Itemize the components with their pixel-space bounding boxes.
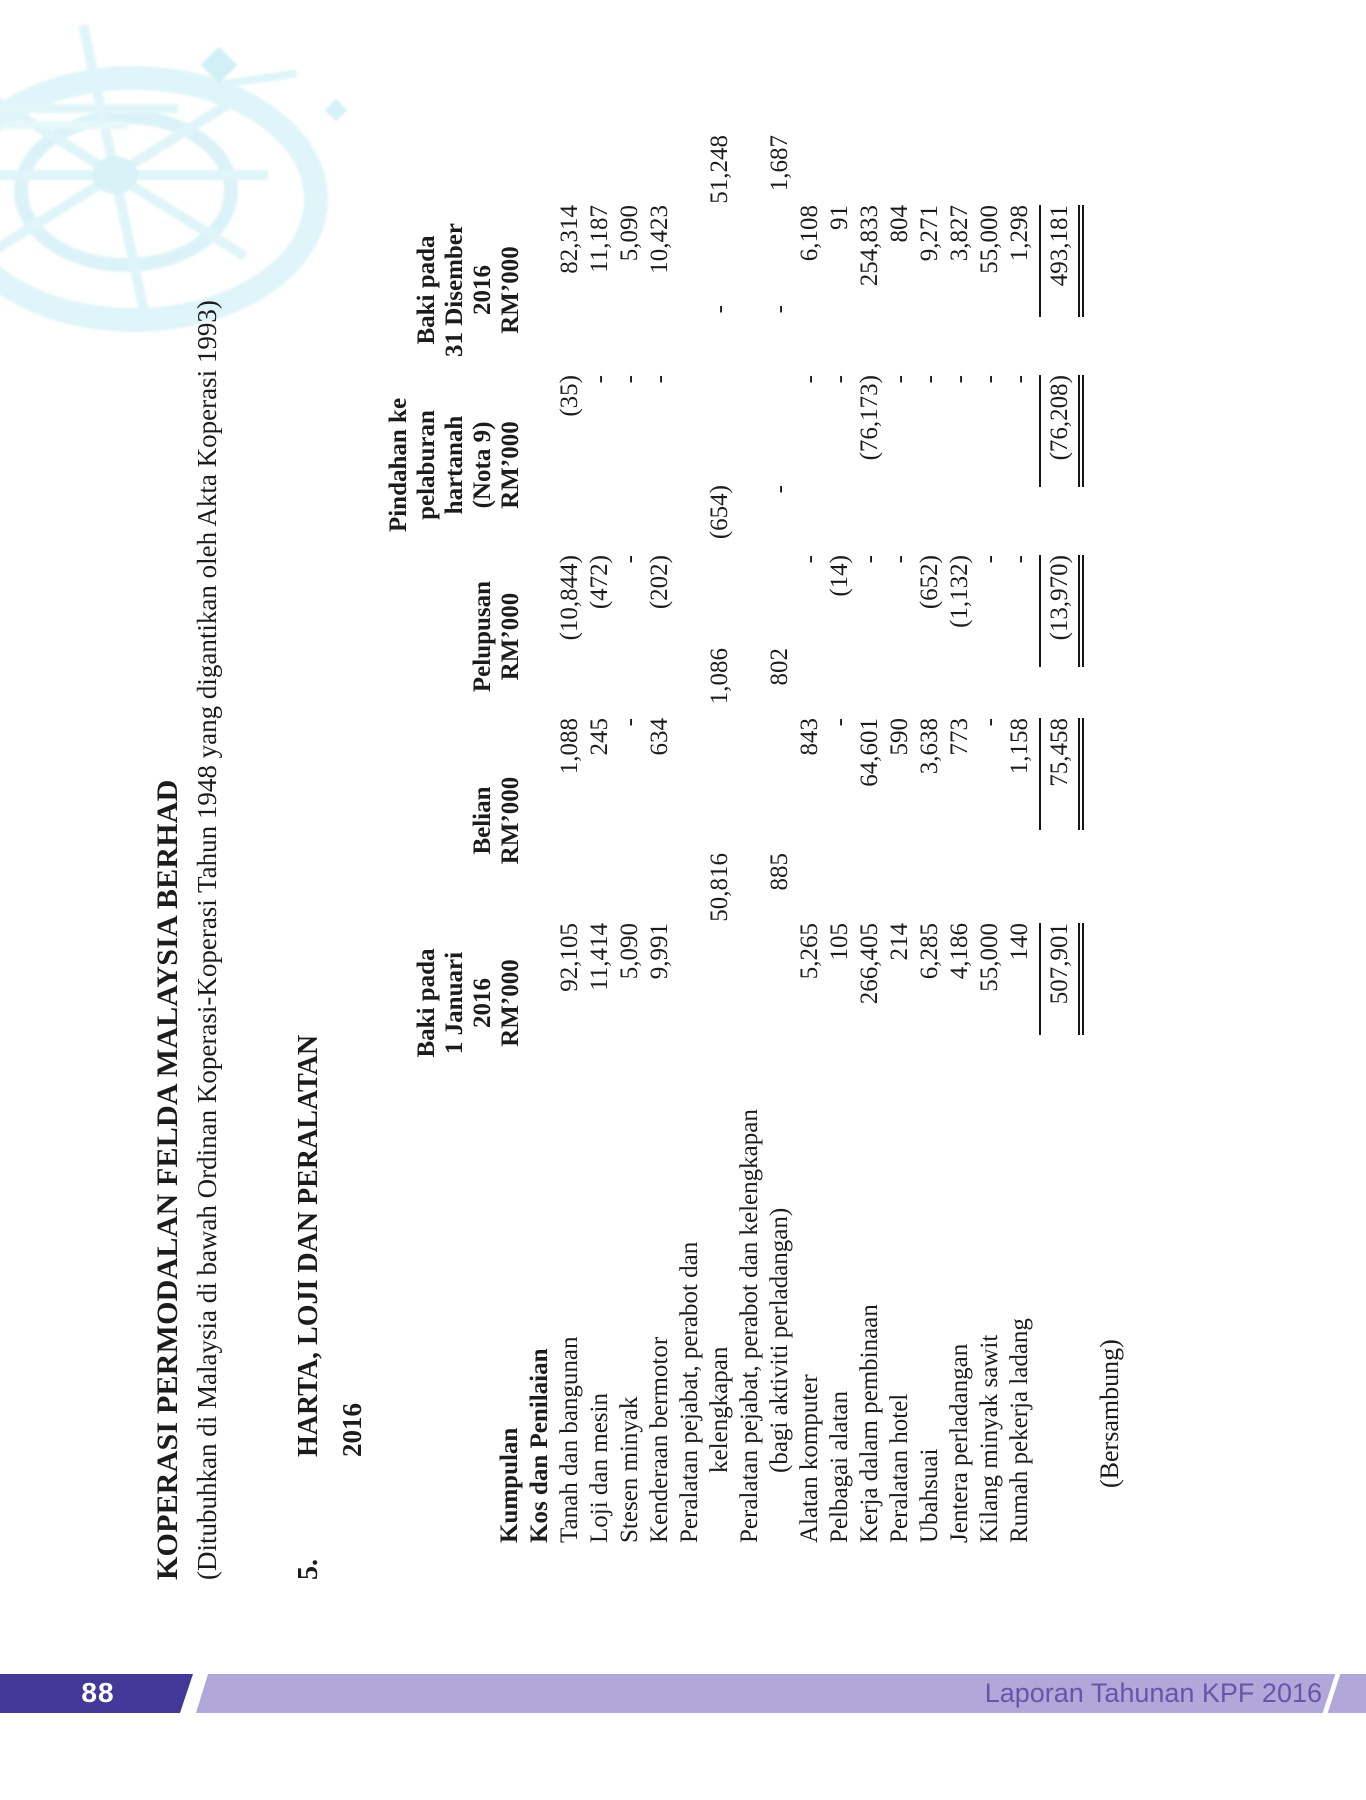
page-footer: [0, 1674, 1366, 1713]
cell-baki-disember: 3,827: [946, 205, 973, 262]
column-header-line: Pelupusan: [469, 580, 496, 693]
cell-baki-januari: 105: [826, 923, 853, 961]
row-label: Stesen minyak: [616, 1396, 643, 1543]
column-header-baki-1-januari: [413, 923, 525, 1083]
report-title-label: Laporan Tahunan KPF 2016: [984, 1678, 1322, 1708]
table-row: [795, 198, 825, 1543]
cell-baki-januari: [735, 923, 765, 1083]
cell-belian: 843: [796, 718, 823, 756]
column-header-line: RM’000: [497, 776, 524, 865]
cell-baki-januari: 266,405: [856, 923, 883, 1005]
total-value: (76,208): [1039, 375, 1084, 487]
section-heading: [293, 1035, 325, 1580]
watermark-hub-icon: [92, 156, 138, 194]
total-pindahan: [1039, 375, 1084, 555]
cell-belian: -: [826, 718, 853, 727]
total-baki-disember: [1039, 205, 1084, 375]
table-row: [525, 198, 555, 1543]
table-row: [645, 198, 675, 1543]
company-title: KOPERASI PERMODALAN FELDA MALAYSIA BERHAD: [151, 779, 184, 1580]
cell-baki-januari: 140: [1006, 923, 1033, 961]
cell-pelupusan: -: [886, 555, 913, 564]
cell-pindahan: (76,173): [856, 375, 883, 461]
cell-pindahan: -: [886, 375, 913, 384]
cell-pelupusan: -: [766, 485, 793, 494]
cell-belian: 1,088: [556, 718, 583, 775]
cell-belian: 590: [886, 718, 913, 756]
cell-belian: [525, 718, 555, 923]
row-label: Loji dan mesin: [586, 1393, 613, 1543]
cell-belian: 1,158: [1006, 718, 1033, 775]
cell-pindahan: [525, 375, 555, 555]
cell-baki-disember: 1,298: [1006, 205, 1033, 262]
cell-pindahan: -: [706, 305, 733, 314]
column-header-line: RM’000: [497, 592, 524, 681]
column-header-line: (Nota 9): [469, 421, 496, 509]
column-header-line: hartanah: [441, 415, 468, 515]
cell-baki-januari: 5,090: [616, 923, 643, 980]
table-row: [735, 198, 765, 1543]
cell-belian: 802: [766, 648, 793, 686]
column-header-belian: [469, 718, 525, 923]
column-header-pelupusan: [469, 555, 525, 718]
cell-pelupusan: [735, 555, 765, 718]
cell-pelupusan: -: [976, 555, 1003, 564]
table-header-row: [385, 198, 525, 1543]
row-label: kelengkapan: [706, 1346, 733, 1473]
table-row: [585, 198, 615, 1543]
cell-baki-disember: 82,314: [556, 205, 583, 274]
column-header-line: 31 Disember: [441, 223, 468, 357]
row-label: Jentera perladangan: [946, 1343, 973, 1543]
table-row: [975, 198, 1005, 1543]
column-header-line: 2016: [469, 978, 496, 1028]
table-row: [945, 198, 975, 1543]
cell-baki-disember: 51,248: [706, 135, 733, 204]
column-header-line: RM’000: [497, 959, 524, 1047]
cell-belian: -: [616, 718, 643, 727]
cell-baki-januari: 6,285: [916, 923, 943, 980]
total-value: 75,458: [1039, 718, 1084, 830]
cell-pelupusan: (10,844): [556, 555, 583, 641]
column-header-baki-31-disember: [413, 205, 525, 375]
table-row: [555, 198, 585, 1543]
cell-baki-disember: 9,271: [916, 205, 943, 262]
fixed-assets-table: [385, 135, 1084, 1543]
cell-pindahan: -: [976, 375, 1003, 384]
column-header-kumpulan: Kumpulan: [496, 1427, 523, 1543]
cell-baki-disember: [675, 205, 705, 375]
cell-pindahan: [735, 375, 765, 555]
table-row: [705, 135, 735, 1543]
total-value: 493,181: [1039, 205, 1084, 317]
cell-baki-disember: 254,833: [856, 205, 883, 287]
row-label: Rumah pekerja ladang: [1006, 1318, 1033, 1543]
table-row: [855, 198, 885, 1543]
year-heading: 2016: [337, 1403, 367, 1457]
row-label: (bagi aktiviti perladangan): [766, 1207, 793, 1473]
table-row: [675, 198, 705, 1543]
cell-pindahan: -: [916, 375, 943, 384]
cell-baki-januari: 50,816: [706, 853, 733, 922]
cell-baki-januari: 4,186: [946, 923, 973, 980]
total-value: 507,901: [1039, 923, 1084, 1035]
cell-pelupusan: -: [856, 555, 883, 564]
cell-pindahan: -: [1006, 375, 1033, 384]
cell-baki-januari: [525, 923, 555, 1083]
cell-baki-disember: [735, 205, 765, 375]
cell-baki-januari: 11,414: [586, 923, 613, 991]
cell-belian: 3,638: [916, 718, 943, 775]
cell-pindahan: [675, 375, 705, 555]
rotated-document-content: [145, 90, 1130, 1600]
cell-pelupusan: [525, 555, 555, 718]
cell-belian: 64,601: [856, 718, 883, 787]
cell-pelupusan: [675, 555, 705, 718]
continuation-note: (Bersambung): [1095, 1339, 1124, 1488]
table-total-row: [1039, 198, 1084, 1543]
cell-pindahan: -: [616, 375, 643, 384]
column-header-line: pelaburan: [413, 410, 440, 520]
row-label: Kilang minyak sawit: [976, 1334, 1003, 1543]
row-label: Pelbagai alatan: [826, 1390, 853, 1543]
cell-belian: 773: [946, 718, 973, 756]
cell-baki-disember: [525, 205, 555, 375]
cell-baki-januari: 9,991: [646, 923, 673, 980]
cell-pindahan: -: [946, 375, 973, 384]
cell-belian: [675, 718, 705, 923]
cell-baki-disember: 55,000: [976, 205, 1003, 274]
cell-baki-januari: [675, 923, 705, 1083]
cell-baki-januari: 55,000: [976, 923, 1003, 992]
column-header-pindahan: [385, 375, 525, 555]
row-label: Peralatan pejabat, perabot dan kelengkapan: [736, 1109, 763, 1543]
cell-pelupusan: (472): [586, 555, 613, 610]
cell-pindahan: -: [586, 375, 613, 384]
table-row: [765, 135, 795, 1543]
total-belian: [1039, 718, 1084, 923]
column-header-line: Baki pada: [413, 235, 440, 345]
cell-belian: -: [976, 718, 1003, 727]
total-label-cell: [1039, 1083, 1084, 1543]
cell-pelupusan: (652): [916, 555, 943, 610]
row-label: Ubahsuai: [916, 1448, 943, 1543]
cell-baki-disember: 6,108: [796, 205, 823, 262]
row-label: Peralatan pejabat, perabot dan: [676, 1241, 703, 1543]
section-number: 5.: [293, 1559, 324, 1580]
row-label: Peralatan hotel: [886, 1393, 913, 1543]
cell-pelupusan: -: [1006, 555, 1033, 564]
row-label: Alatan komputer: [796, 1374, 823, 1543]
column-header-line: RM’000: [497, 246, 524, 334]
row-label: Kos dan Penilaian: [526, 1348, 553, 1543]
cell-baki-disember: 5,090: [616, 205, 643, 262]
table-row: [915, 198, 945, 1543]
cell-pindahan: -: [796, 375, 823, 384]
cell-belian: 245: [586, 718, 613, 756]
cell-baki-disember: 11,187: [586, 205, 613, 273]
cell-pelupusan: (14): [826, 555, 853, 597]
cell-baki-januari: 92,105: [556, 923, 583, 992]
cell-pindahan: -: [646, 375, 673, 384]
cell-baki-januari: 885: [766, 853, 793, 891]
cell-pindahan: -: [766, 305, 793, 314]
row-label: Kerja dalam pembinaan: [856, 1304, 883, 1543]
total-pelupusan: [1039, 555, 1084, 718]
cell-baki-disember: 1,687: [766, 135, 793, 192]
cell-pelupusan: (1,132): [946, 555, 973, 628]
table-row: [1005, 198, 1035, 1543]
section-title: HARTA, LOJI DAN PERALATAN: [293, 1034, 324, 1457]
cell-belian: 634: [646, 718, 673, 756]
cell-baki-januari: 5,265: [796, 923, 823, 980]
column-header-line: Pindahan ke: [385, 397, 412, 533]
page-number: 88: [81, 1677, 115, 1708]
column-header-line: Baki pada: [413, 948, 440, 1058]
cell-belian: 1,086: [706, 648, 733, 705]
cell-belian: [735, 718, 765, 923]
cell-baki-disember: 91: [826, 205, 853, 230]
table-row: [825, 198, 855, 1543]
company-subtitle: (Ditubuhkan di Malaysia di bawah Ordinan Koperasi-Koperasi Tahun 1948 yang digantikan oleh Akta Koperasi 1993): [192, 300, 222, 1580]
cell-pindahan: (35): [556, 375, 583, 417]
cell-pelupusan: -: [796, 555, 823, 564]
cell-pelupusan: -: [616, 555, 643, 564]
row-label: Kenderaan bermotor: [646, 1336, 673, 1543]
column-header-line: 2016: [469, 265, 496, 315]
total-value: (13,970): [1039, 555, 1084, 667]
table-row: [615, 198, 645, 1543]
cell-baki-januari: 214: [886, 923, 913, 961]
column-header-line: Belian: [469, 786, 496, 855]
column-header-line: 1 Januari: [441, 951, 468, 1055]
cell-pindahan: -: [826, 375, 853, 384]
cell-baki-disember: 10,423: [646, 205, 673, 274]
watermark-streak-icon: [0, 121, 128, 129]
cell-baki-disember: 804: [886, 205, 913, 243]
table-row: [885, 198, 915, 1543]
row-label: Tanah dan bangunan: [556, 1336, 583, 1543]
column-header-line: RM’000: [497, 421, 524, 509]
cell-pelupusan: (654): [706, 485, 733, 540]
total-baki-januari: [1039, 923, 1084, 1083]
cell-pelupusan: (202): [646, 555, 673, 610]
table-rows: [525, 135, 1035, 1543]
